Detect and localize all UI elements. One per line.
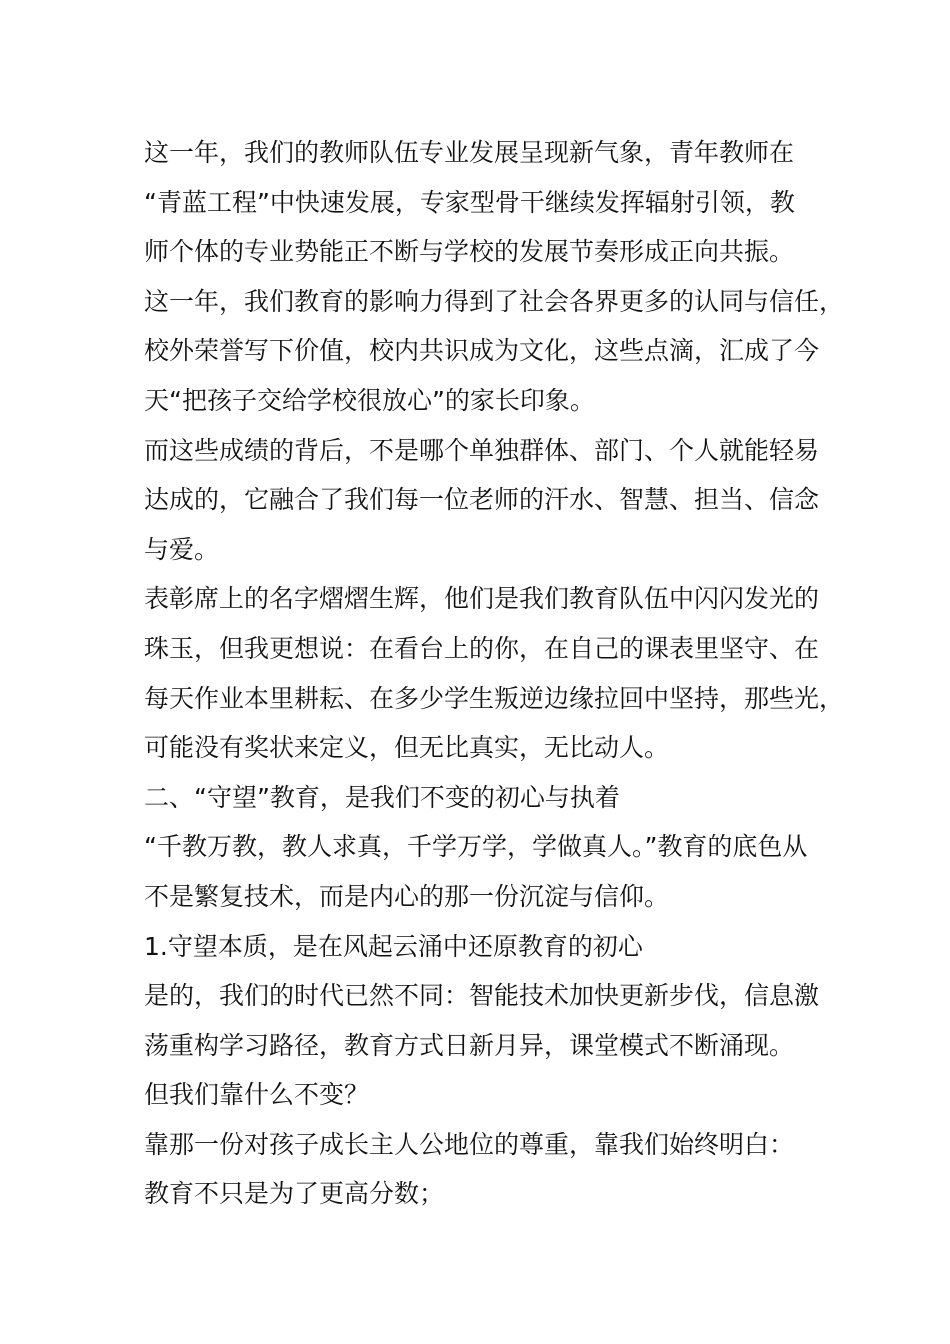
text-line: 这一年，我们的教师队伍专业发展呈现新气象，青年教师在	[144, 138, 795, 167]
text-line: 每天作业本里耕耘、在多少学生叛逆边缘拉回中坚持，那些光，	[144, 683, 845, 713]
text-line: 天“把孩子交给学校很放心”的家长印象。	[144, 385, 595, 415]
subsection-heading: 1.守望本质，是在风起云涌中还原教育的初心	[144, 931, 643, 961]
body-text	[144, 128, 845, 1219]
text-line: 但我们靠什么不变？	[144, 1080, 370, 1110]
text-line: 不是繁复技术，而是内心的那一份沉淀与信仰。	[144, 881, 670, 911]
text-line: “青蓝工程”中快速发展，专家型骨干继续发挥辐射引领，教	[144, 187, 795, 217]
text-line: 是的，我们的时代已然不同：智能技术加快更新步伐，信息激	[144, 981, 820, 1011]
section-heading: 二、“守望”教育，是我们不变的初心与执着	[144, 782, 620, 812]
text-line: 可能没有奖状来定义，但无比真实，无比动人。	[144, 733, 670, 763]
text-line: 荡重构学习路径，教育方式日新月异，课堂模式不断涌现。	[144, 1030, 795, 1060]
text-line: 达成的，它融合了我们每一位老师的汗水、智慧、担当、信念	[144, 485, 820, 515]
text-line: 师个体的专业势能正不断与学校的发展节奏形成正向共振。	[144, 237, 795, 267]
text-line: “千教万教，教人求真，千学万学，学做真人。”教育的底色从	[144, 832, 808, 862]
text-line: 教育不只是为了更高分数；	[144, 1179, 445, 1209]
text-line: 这一年，我们教育的影响力得到了社会各界更多的认同与信任，	[144, 286, 845, 316]
text-line: 而这些成绩的背后，不是哪个单独群体、部门、个人就能轻易	[144, 435, 820, 465]
text-line: 珠玉，但我更想说：在看台上的你，在自己的课表里坚守、在	[144, 633, 820, 663]
text-line: 与爱。	[144, 534, 220, 564]
text-line: 表彰席上的名字熠熠生辉，他们是我们教育队伍中闪闪发光的	[144, 584, 820, 614]
text-line: 校外荣誉写下价值，校内共识成为文化，这些点滴，汇成了今	[144, 336, 820, 366]
text-line: 靠那一份对孩子成长主人公地位的尊重，靠我们始终明白：	[144, 1129, 795, 1159]
